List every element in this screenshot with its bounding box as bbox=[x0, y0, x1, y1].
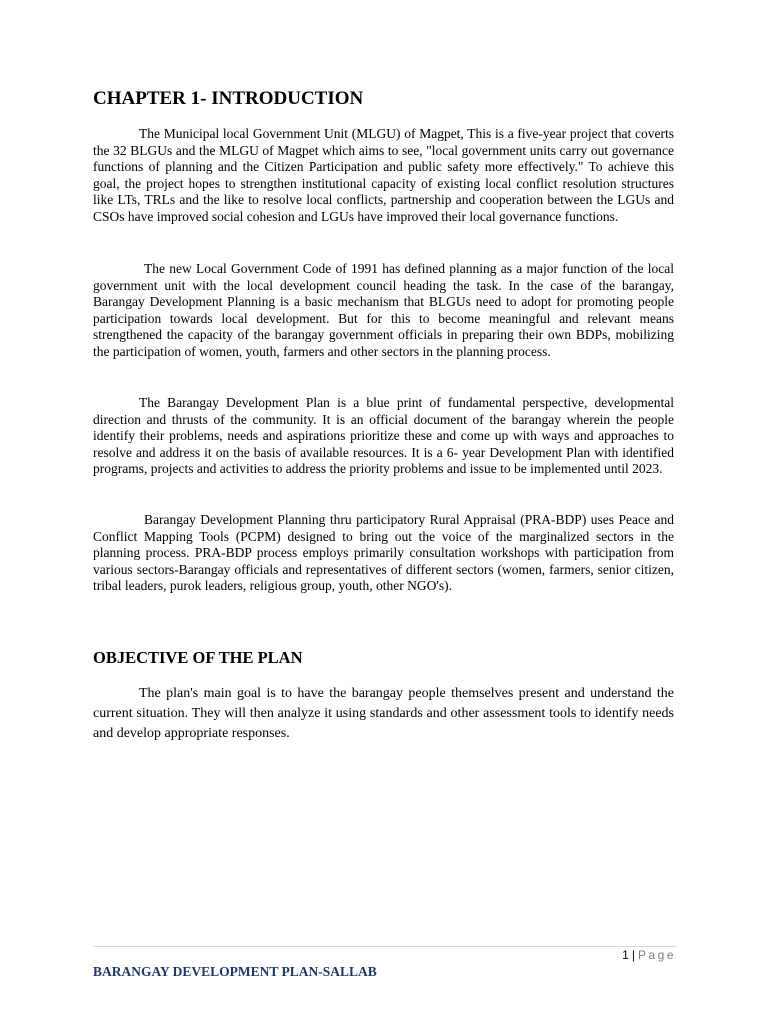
page-label: Page bbox=[637, 948, 676, 962]
intro-paragraph-2: The new Local Government Code of 1991 has defined planning as a major function of the local government unit with the local development council heading the task. In the case of the barangay, Barangay Development Planning is a basic mechanism that BLGUs need to adopt for promoting people participation towards local development. But for this to become meaningful and relevant means strengthened the capacity of the barangay government officials in preparing their own BDPs, mobilizing the participation of women, youth, farmers and other sectors in the planning process. bbox=[93, 261, 674, 359]
page-number-value: 1 bbox=[622, 948, 629, 962]
intro-paragraph-3: The Barangay Development Plan is a blue print of fundamental perspective, developmental direction and thrusts of the community. It is an official document of the barangay wherein the people identify their problems, needs and aspirations prioritize these and come up with ways and approaches to resolve and address it on the basis of available resources. It is a 6- year Development Plan with identified programs, projects and activities to address the priority problems and issue to be implemented until 2023. bbox=[93, 395, 674, 477]
footer-document-title: BARANGAY DEVELOPMENT PLAN-SALLAB bbox=[93, 964, 377, 979]
objective-paragraph: The plan's main goal is to have the barangay people themselves present and understand the current situation. They will then analyze it using standards and other assessment tools to identify needs and develop appropriate responses. bbox=[93, 686, 674, 741]
chapter-title: CHAPTER 1- INTRODUCTION bbox=[93, 88, 364, 109]
footer-divider bbox=[93, 946, 676, 947]
intro-paragraph-4: Barangay Development Planning thru participatory Rural Appraisal (PRA-BDP) uses Peace and Conflict Mapping Tools (PCPM) designed to bring out the voice of the marginalized sectors in the planning process. PRA-BDP process employs primarily consultation workshops with participation from various sectors-Barangay officials and representatives of different sectors (women, farmers, senior citizen, tribal leaders, purok leaders, religious group, youth, other NGO's). bbox=[93, 512, 674, 594]
objective-section-title: OBJECTIVE OF THE PLAN bbox=[93, 648, 303, 667]
page-number-separator: | bbox=[631, 948, 635, 962]
page-number bbox=[622, 948, 676, 962]
intro-paragraph-1: The Municipal local Government Unit (MLGU) of Magpet, This is a five-year project that coverts the 32 BLGUs and the MLGU of Magpet which aims to see, "local government units carry out governance functions of planning and the Citizen Participation and public safety more effectively." To achieve this goal, the project hopes to strengthen institutional capacity of existing local conflict resolution structures like LTs, TRLs and the like to resolve local conflicts, partnership and cooperation between the LGUs and CSOs have improved social cohesion and LGUs have improved their local governance functions. bbox=[93, 126, 674, 224]
